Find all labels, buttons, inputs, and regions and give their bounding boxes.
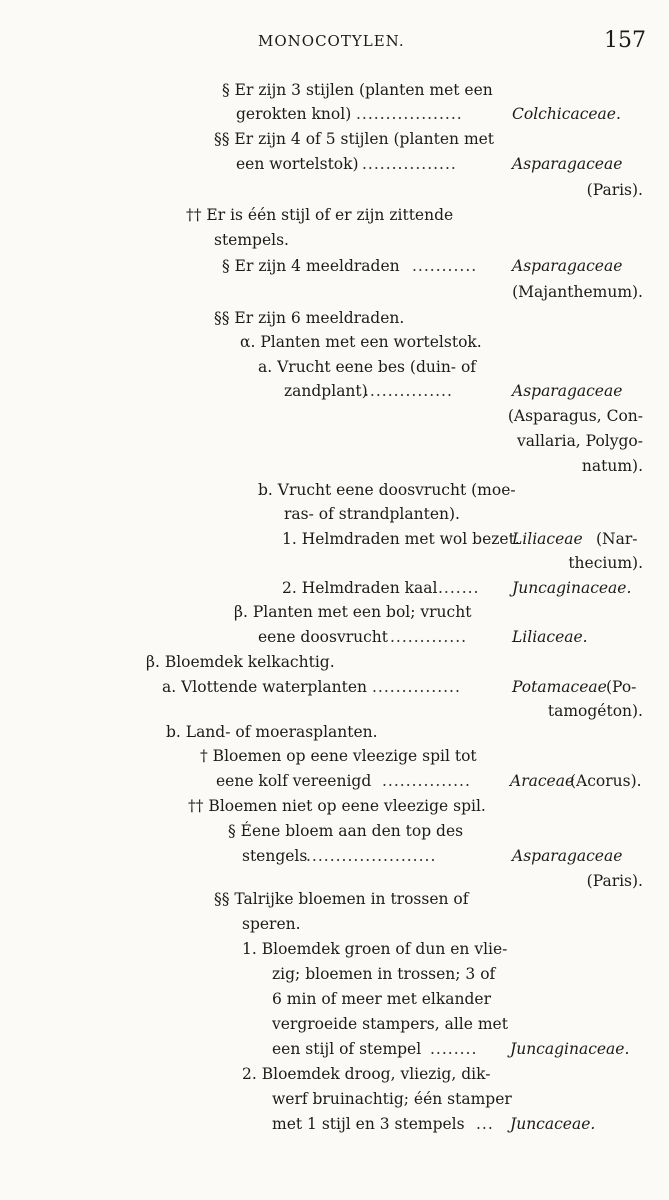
key-line: (Paris). [586,872,643,890]
family-name: Potamaceae [512,678,607,696]
key-line: werf bruinachtig; één stamper [272,1090,512,1108]
running-title: MONOCOTYLEN. [258,32,405,50]
key-line: a. Vrucht eene bes (duin- of [258,358,477,376]
key-line: (Paris). [586,181,643,199]
key-line: §§ Talrijke bloemen in trossen of [214,890,469,908]
family-name: Asparagaceae [512,847,623,865]
key-line: zandplant) ............... Asparagaceae [284,382,623,400]
key-line: vallaria, Polygo- [517,432,643,450]
key-line: b. Vrucht eene doosvrucht (moe- [258,481,516,499]
family-name: Juncaginaceae. [512,579,632,597]
key-line: β. Bloemdek kelkachtig. [146,653,335,671]
key-line: † Bloemen op eene vleezige spil tot [200,747,477,765]
key-line: vergroeide stampers, alle met [272,1015,508,1033]
key-line: stengels ...................... Asparagaceae [242,847,623,865]
key-line: § Er zijn 3 stijlen (planten met een [222,81,493,99]
key-line: α. Planten met een wortelstok. [240,333,482,351]
key-line: een stijl of stempel ........ Juncaginaceae. [272,1040,630,1058]
key-line: a. Vlottende waterplanten ............... Potamaceae (Po- [162,678,637,696]
family-name: Liliaceae. [512,628,588,646]
key-line: 2. Bloemdek droog, vliezig, dik- [242,1065,491,1083]
family-name: Colchicaceae. [512,105,621,123]
key-line: eene kolf vereenigd ............... Araceae (Acorus). [216,772,642,790]
key-line: †† Er is één stijl of er zijn zittende [186,206,454,224]
page-number: 157 [604,28,646,53]
key-line: eene doosvrucht ............. Liliaceae. [258,628,588,646]
key-line: 1. Helmdraden met wol bezet. Liliaceae (Nar- [282,530,638,548]
family-name: Asparagaceae [512,155,623,173]
key-line: (Asparagus, Con- [507,407,643,425]
key-line: 2. Helmdraden kaal ....... Juncaginaceae. [282,579,632,597]
key-line: een wortelstok) ................ Asparagaceae [236,155,623,173]
key-line: 6 min of meer met elkander [272,990,492,1008]
key-line: § Éene bloem aan den top des [228,822,464,840]
key-line: †† Bloemen niet op eene vleezige spil. [188,797,486,815]
key-line: stempels. [214,231,289,249]
key-line: β. Planten met een bol; vrucht [234,603,472,621]
family-name: Liliaceae [512,530,583,548]
key-line: b. Land- of moerasplanten. [166,723,378,741]
key-line: (Majanthemum). [512,283,643,301]
key-line: §§ Er zijn 6 meeldraden. [214,309,405,327]
family-name: Araceae [510,772,575,790]
key-line: thecium). [568,554,643,572]
key-line: tamogéton). [547,702,643,720]
key-line: gerokten knol) .................. Colchicaceae. [236,105,621,123]
key-line: § Er zijn 4 meeldraden ........... Asparagaceae [222,257,623,275]
key-line: zig; bloemen in trossen; 3 of [272,965,496,983]
family-name: Asparagaceae [512,382,623,400]
key-line: speren. [242,915,301,933]
family-name: Asparagaceae [512,257,623,275]
key-line: ras- of strandplanten). [284,505,460,523]
key-line: §§ Er zijn 4 of 5 stijlen (planten met [214,130,495,148]
key-line: met 1 stijl en 3 stempels ... Juncaceae. [272,1115,596,1133]
family-name: Juncaginaceae. [510,1040,630,1058]
family-name: Juncaceae. [510,1115,596,1133]
key-line: 1. Bloemdek groen of dun en vlie- [242,940,508,958]
key-line: natum). [581,457,643,475]
